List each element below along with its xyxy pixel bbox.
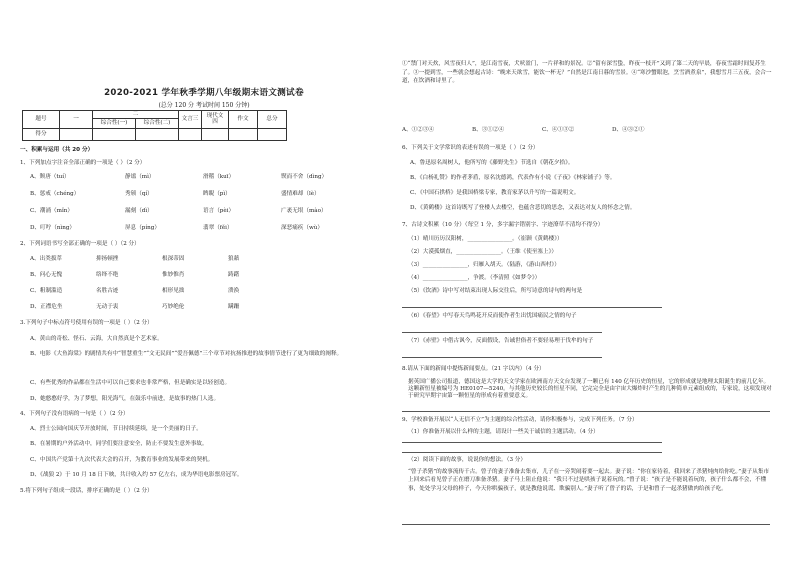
answer-line[interactable] <box>402 411 770 412</box>
score-cell <box>179 128 202 140</box>
q1-option-d: D、叮咛（nìng） 屏息（píng） 翡翠（fěi） 深恶痛疾（wù） <box>30 225 323 231</box>
q6-option-d: D、《黄鹤楼》这首诗既写了登楼人去楼空，也蕴含悲切的思念，又表达对友人的怀念之情。 <box>410 205 636 211</box>
q1-option-a: A、颓唐（tuí） 静谧（mì） 滑稽（kuī） 锲而不舍（dìng） <box>30 174 328 180</box>
q7-item-5: （5）《饮酒》诗中写对结束出现人际交往后，所写诗意的诗句的两句是 <box>408 288 583 294</box>
answer-line[interactable] <box>402 357 602 358</box>
question-6: 6、下列关于文学常识的表述有误的一项是（ ）（2 分） <box>402 145 539 151</box>
q2-option-b: B、问心无愧 络绎不绝 惟妙惟肖 踌躇 <box>30 272 240 278</box>
q4-option-a: A、烈士公园向国庆节开放时间，节日持续延续，是一个美丽的日子。 <box>30 426 202 432</box>
q9-story-text: “曾子杀猪”的故事流传千古。曾子的妻子准备去集市，儿子在一旁哭闹着要一起去。妻子说：“你在家待着，我回来了杀猪炖肉给你吃。”妻子从集市上回来后看见曾子正在磨刀准备杀猪。妻子马上阻止他说：“我只不过是哄孩子说着玩的。”曾子说：“孩子是不能说着玩的，孩子什么都不会，不懂事，处处学习父母的样子，今天你哄骗孩子，就是教他说谎、欺骗别人。”妻子听了曾子的话，于是和曾子一起杀猪做肉给孩子吃。 <box>408 469 770 492</box>
question-3: 3.下列句子中标点符号使用有误的一项是（ ）（2 分） <box>20 320 153 326</box>
question-2: 2、下列词语书写全部正确的一项是（ ）（2 分） <box>20 241 140 247</box>
q6-option-c: C、《中国石拱桥》是我国桥梁专家，教育家茅以升写的一篇说明文。 <box>410 190 580 196</box>
exam-subtitle: (总分 120 分 考试时间 150 分钟) <box>158 102 250 109</box>
score-cell: 文言三 <box>179 111 202 129</box>
score-cell <box>258 128 287 140</box>
score-cell <box>202 128 229 140</box>
q7-item-7: （7）《赤壁》中借古讽今，反面假设，告诫世俗者不要轻易理于伐牟的句子 <box>408 338 594 344</box>
score-cell: 题号 <box>23 111 60 129</box>
q3-option-d: D、她憨憨好学，为了梦想，阳光海气，在鼓乐中前进，是故事的热门人选。 <box>30 396 220 402</box>
answer-line[interactable] <box>402 524 770 525</box>
q6-option-a: A、鲁迅原名周树人，他所写的《藤野先生》节选自《朝花夕拾》。 <box>410 160 574 166</box>
q7-item-3: （3）________________，归雁入胡天。（陆游，《游山西村》） <box>408 262 560 268</box>
score-cell: 总分 <box>258 111 287 129</box>
q2-option-a: A、出类拔萃 抑扬顿挫 根深蒂固 狼藉 <box>30 256 240 262</box>
left-column <box>18 0 390 562</box>
score-table <box>22 110 287 141</box>
answer-line[interactable] <box>402 307 662 308</box>
q5-passage: ①“禁门对天炊，风雪夜归人”，是江南雪夜，犬吠盈门，一片祥和的景况。②“留有深雪蛰，昨夜一枝开”又到了第二天的早晨，春夜雪霜时间复苏生了。③一提到雪，一些就会想起古诗：“晚来天欲雪，能饮一杯无？”自然是江南日暮的雪景。④“寒沙蟹眼泡，烹雪酒煮泉”，我想雪月三五夜，会合一道，在饮酒和诗里了。 <box>402 61 772 85</box>
score-cell <box>136 128 179 140</box>
exam-title: 2020-2021 学年秋季学期八年级期末语文测试卷 <box>104 88 304 98</box>
section-heading: 一、积累与运用（共 20 分） <box>20 147 94 153</box>
q7-item-1: （1）晴川历历汉阳树，________________。（崔颢《黄鹤楼》） <box>408 236 563 242</box>
q3-option-b: B、电影《大鱼海棠》的剧情共有中“智慧重生”“文无民间”“爱吾佩德”三个章节对抗扬推进的故事情节进行了更为细致的阐释。 <box>30 351 343 357</box>
score-cell: 综合性(二) <box>136 118 179 128</box>
score-cell: 一 <box>60 111 93 129</box>
q9-item-2: （2）阅读下面的故事，说说你的想法。（3 分） <box>408 457 526 463</box>
score-cell: 综合性(一) <box>93 118 136 128</box>
score-cell: 得分 <box>23 128 60 140</box>
right-column <box>402 0 774 562</box>
question-4: 4、下列句子没有语病的一句是（ ）（2 分） <box>20 411 129 417</box>
q6-option-b: B、《白杨礼赞》的作者茅盾，原名沈德鸿，代表作有小说《子夜》《林家铺子》等。 <box>410 175 616 181</box>
q4-option-b: B、在暑期的户外活动中，同学们要注意安全，防止不要发生意外事故。 <box>30 441 208 447</box>
score-cell <box>93 128 136 140</box>
q7-item-2: （2）大漠孤烟直，________________。（王维《使至塞上》） <box>408 249 557 255</box>
q4-option-d: D、《战狼 2》于 10 月 18 日下映，共计收入约 57 亿左右，成为华语电影票房冠军。 <box>30 472 243 478</box>
score-cell: 二 <box>93 111 179 119</box>
q1-option-c: C、潮涌（mǐn） 漏刻（dì） 语言（pèi） 广袤无垠（mào） <box>30 208 327 214</box>
answer-line[interactable] <box>402 442 662 443</box>
q9-item-1: （1）你准备开展以什么样的主题，请设计一些关于诚信的主题活动。（4 分） <box>408 429 599 435</box>
answer-line[interactable] <box>402 452 662 453</box>
q5-options: A、①②③④ B、③①②④ C、④①③② D、④③②① <box>402 127 645 133</box>
answer-line[interactable] <box>402 332 602 333</box>
score-cell: 现代文四 <box>202 111 229 129</box>
question-1: 1、下列加点字注音全部正确的一项是（ ）（2 分） <box>20 160 146 166</box>
q3-option-c: C、有些优秀的作品都在生活中可以自己要求也非常严格，但是确实是以轻创造。 <box>30 380 231 386</box>
question-7: 7、古诗文积累（10 分）（每空 1 分，多字漏字错别字、字迹潦草不清均不得分） <box>402 222 604 228</box>
q3-option-a: A、黄山的奇松、怪石、云海，大自然真是个艺术家。 <box>30 336 163 342</box>
q8-news-text: 据英国广播公司报道，德国这是大学的天文学家在欧洲南方天文台发现了一颗已有 140 亿年历史的恒星，它的形成就是地理太阳诞生的前几亿年。这颗新恒星被编号为 HE0107—5240。与其他历史较长的恒星不同，它完完全是由宇宙大爆炸时产生的几种简单元素组成的，专家说，这项发现对于研究早期宇宙第一颗恒星的形成有着重要意义。 <box>408 379 772 399</box>
q2-option-d: D、正襟危坐 无动于衷 巧妙绝伦 蹒跚 <box>30 304 240 310</box>
score-cell <box>229 128 258 140</box>
question-5: 5.将下列句子组成一段话，排序正确的是（ ）（2 分） <box>20 488 153 494</box>
q2-option-c: C、粗制滥造 名胜古迹 相形见拙 溃涣 <box>30 288 240 294</box>
q7-item-4: （4）________________，争渡。（李清照《如梦令》） <box>408 275 541 281</box>
q1-option-b: B、惩戒（chéng） 秀颀（qí） 睥睨（pì） 盛情难却（lè） <box>30 191 320 197</box>
question-8: 8.请从下面的新闻中提炼新闻要点。（21 字以内）（4 分） <box>402 366 545 372</box>
q7-item-6: （6）《春望》中写春天鸟鸣花开反而使作者生出忧国痛民之情的句子 <box>408 313 577 319</box>
question-9: 9、学校准备开展以“人无信不立”为主题的综合性活动，请你积极参与，完成下列任务。（7 分） <box>402 417 638 423</box>
score-cell: 作文 <box>229 111 258 129</box>
score-cell <box>60 128 93 140</box>
q4-option-c: C、中国共产党第十九次代表大会的召开，为教育事业的发展带来的契机。 <box>30 457 214 463</box>
